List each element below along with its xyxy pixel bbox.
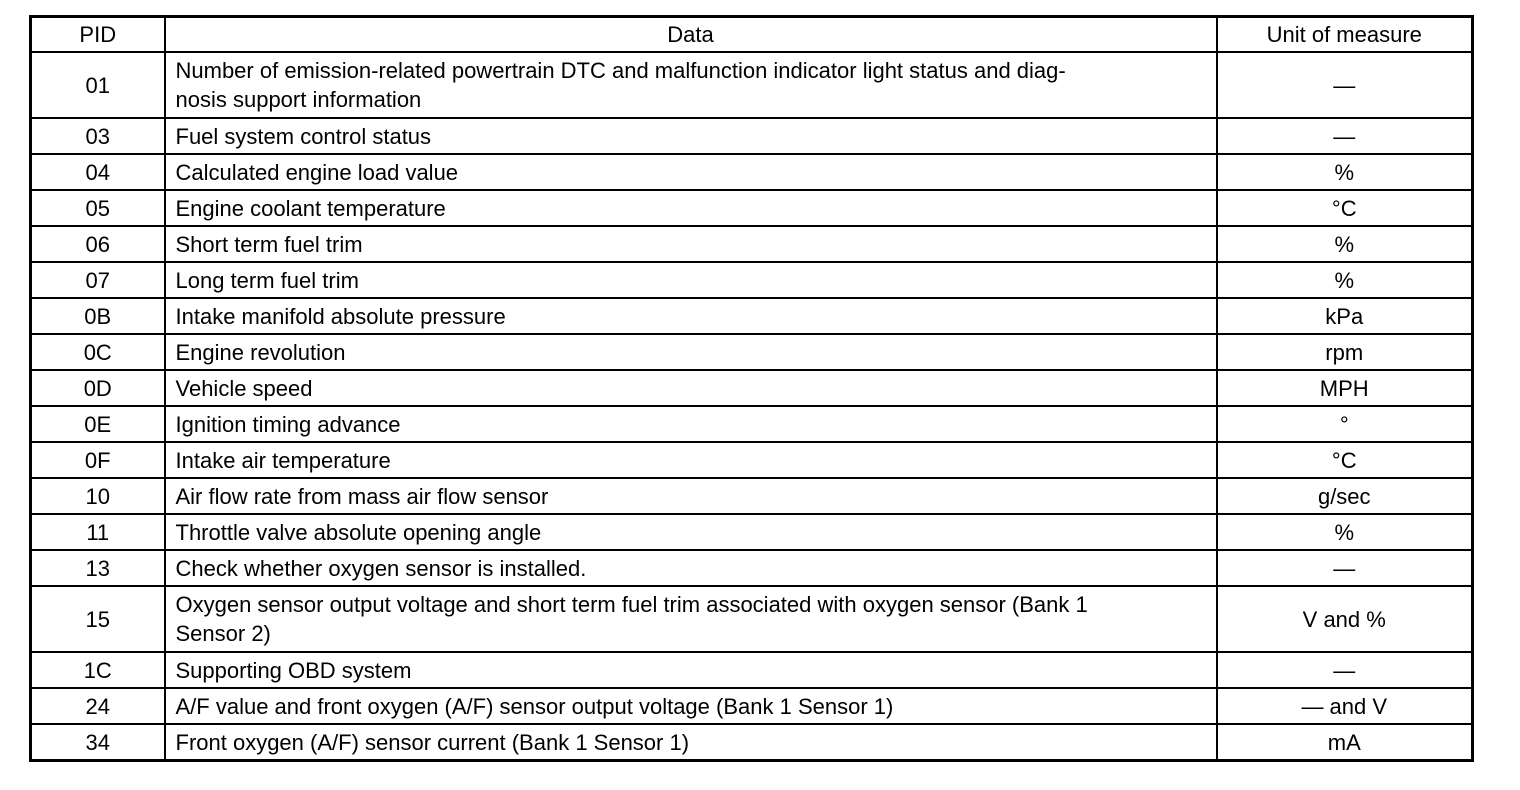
table-row	[31, 262, 1473, 298]
pid-cell: 34	[31, 724, 165, 761]
table-header	[31, 17, 1473, 53]
pid-cell: 24	[31, 688, 165, 724]
data-cell: A/F value and front oxygen (A/F) sensor output voltage (Bank 1 Sensor 1)	[165, 688, 1217, 724]
data-cell: Intake manifold absolute pressure	[165, 298, 1217, 334]
pid-cell: 03	[31, 118, 165, 154]
unit-cell: —	[1217, 550, 1473, 586]
data-cell: Intake air temperature	[165, 442, 1217, 478]
unit-cell: °C	[1217, 190, 1473, 226]
table-row	[31, 370, 1473, 406]
table-row	[31, 724, 1473, 761]
unit-cell: V and %	[1217, 586, 1473, 652]
table-row	[31, 688, 1473, 724]
data-cell: Short term fuel trim	[165, 226, 1217, 262]
pid-cell: 10	[31, 478, 165, 514]
table-row	[31, 406, 1473, 442]
pid-cell: 07	[31, 262, 165, 298]
unit-cell: kPa	[1217, 298, 1473, 334]
unit-cell: °C	[1217, 442, 1473, 478]
unit-cell: rpm	[1217, 334, 1473, 370]
unit-cell: g/sec	[1217, 478, 1473, 514]
unit-cell: %	[1217, 262, 1473, 298]
table-row	[31, 442, 1473, 478]
table-row	[31, 550, 1473, 586]
data-cell: Number of emission-related powertrain DTC and malfunction indicator light status and diag- nosis support information	[165, 52, 1217, 118]
data-cell: Vehicle speed	[165, 370, 1217, 406]
pid-cell: 0E	[31, 406, 165, 442]
table-row	[31, 334, 1473, 370]
pid-cell: 05	[31, 190, 165, 226]
data-cell: Engine revolution	[165, 334, 1217, 370]
pid-cell: 0F	[31, 442, 165, 478]
data-cell: Ignition timing advance	[165, 406, 1217, 442]
pid-cell: 1C	[31, 652, 165, 688]
pid-cell: 01	[31, 52, 165, 118]
pid-cell: 0D	[31, 370, 165, 406]
data-cell: Calculated engine load value	[165, 154, 1217, 190]
pid-cell: 11	[31, 514, 165, 550]
pid-cell: 15	[31, 586, 165, 652]
pid-cell: 13	[31, 550, 165, 586]
table-row	[31, 154, 1473, 190]
pid-cell: 0C	[31, 334, 165, 370]
table-row	[31, 514, 1473, 550]
header-row	[31, 17, 1473, 53]
pid-cell: 0B	[31, 298, 165, 334]
table-row	[31, 118, 1473, 154]
header-data: Data	[165, 17, 1217, 53]
unit-cell: —	[1217, 52, 1473, 118]
unit-cell: MPH	[1217, 370, 1473, 406]
unit-cell: — and V	[1217, 688, 1473, 724]
data-cell: Long term fuel trim	[165, 262, 1217, 298]
data-cell: Throttle valve absolute opening angle	[165, 514, 1217, 550]
unit-cell: —	[1217, 118, 1473, 154]
table-row	[31, 226, 1473, 262]
unit-cell: %	[1217, 514, 1473, 550]
table-body	[31, 52, 1473, 761]
unit-cell: %	[1217, 154, 1473, 190]
data-cell: Oxygen sensor output voltage and short term fuel trim associated with oxygen sensor (Bank 1 Sensor 2)	[165, 586, 1217, 652]
unit-cell: °	[1217, 406, 1473, 442]
data-cell: Supporting OBD system	[165, 652, 1217, 688]
data-cell: Fuel system control status	[165, 118, 1217, 154]
unit-cell: —	[1217, 652, 1473, 688]
unit-cell: %	[1217, 226, 1473, 262]
table-row	[31, 586, 1473, 652]
table-row	[31, 478, 1473, 514]
table-row	[31, 52, 1473, 118]
data-cell: Front oxygen (A/F) sensor current (Bank 1 Sensor 1)	[165, 724, 1217, 761]
table-row	[31, 298, 1473, 334]
unit-cell: mA	[1217, 724, 1473, 761]
data-cell: Engine coolant temperature	[165, 190, 1217, 226]
table-row	[31, 652, 1473, 688]
data-cell: Check whether oxygen sensor is installed.	[165, 550, 1217, 586]
data-cell: Air flow rate from mass air flow sensor	[165, 478, 1217, 514]
pid-cell: 04	[31, 154, 165, 190]
header-pid: PID	[31, 17, 165, 53]
table-row	[31, 190, 1473, 226]
pid-cell: 06	[31, 226, 165, 262]
pid-data-table	[29, 15, 1474, 762]
header-unit: Unit of measure	[1217, 17, 1473, 53]
